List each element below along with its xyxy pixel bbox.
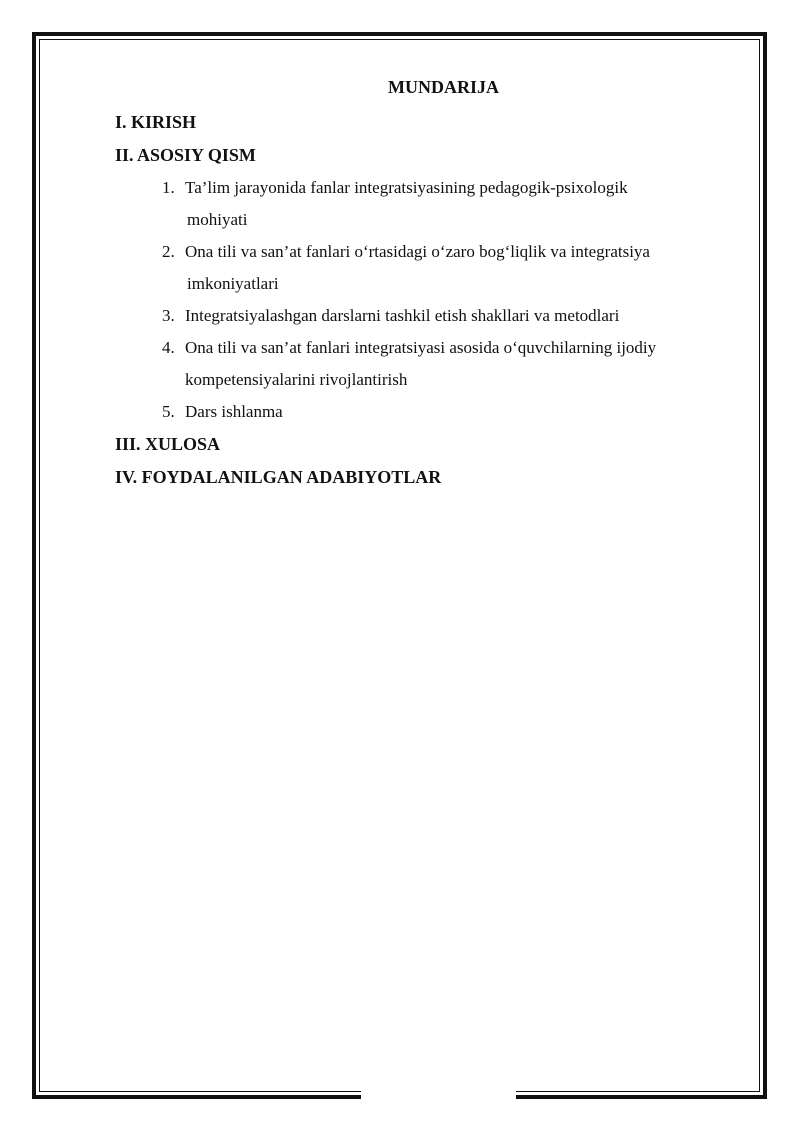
toc-item-2 [115, 236, 715, 300]
toc-item-number: 5. [162, 402, 175, 421]
section-conclusion: III. XULOSA [115, 434, 221, 454]
page-title: MUNDARIJA [388, 77, 499, 97]
toc-item-text-line1: Dars ishlanma [185, 402, 283, 421]
border-gap [361, 1085, 516, 1105]
toc-item-number: 4. [162, 338, 175, 357]
toc-item-1 [115, 172, 715, 236]
section-intro: I. KIRISH [115, 112, 197, 132]
toc-item-text-line1: Ona tili va san’at fanlari o‘rtasidagi o‘zaro bog‘liqlik va integratsiya [185, 242, 650, 261]
toc-item-text-line2: mohiyati [187, 210, 248, 229]
toc-item-number: 1. [162, 178, 175, 197]
toc-item-text-line2: kompetensiyalarini rivojlantirish [185, 370, 408, 389]
toc-item-5 [115, 396, 715, 428]
section-main: II. ASOSIY QISM [115, 145, 256, 165]
toc-item-number: 2. [162, 242, 175, 261]
toc-item-text-line1: Ta’lim jarayonida fanlar integratsiyasining pedagogik-psixologik [185, 178, 628, 197]
toc-item-3 [115, 300, 715, 332]
table-of-contents [115, 74, 715, 494]
toc-item-number: 3. [162, 306, 175, 325]
toc-item-4 [115, 332, 715, 396]
section-references: IV. FOYDALANILGAN ADABIYOTLAR [115, 467, 442, 487]
toc-item-text-line1: Integratsiyalashgan darslarni tashkil etish shakllari va metodlari [185, 306, 620, 325]
toc-item-text-line1: Ona tili va san’at fanlari integratsiyasi asosida o‘quvchilarning ijodiy [185, 338, 657, 357]
toc-item-text-line2: imkoniyatlari [187, 274, 279, 293]
